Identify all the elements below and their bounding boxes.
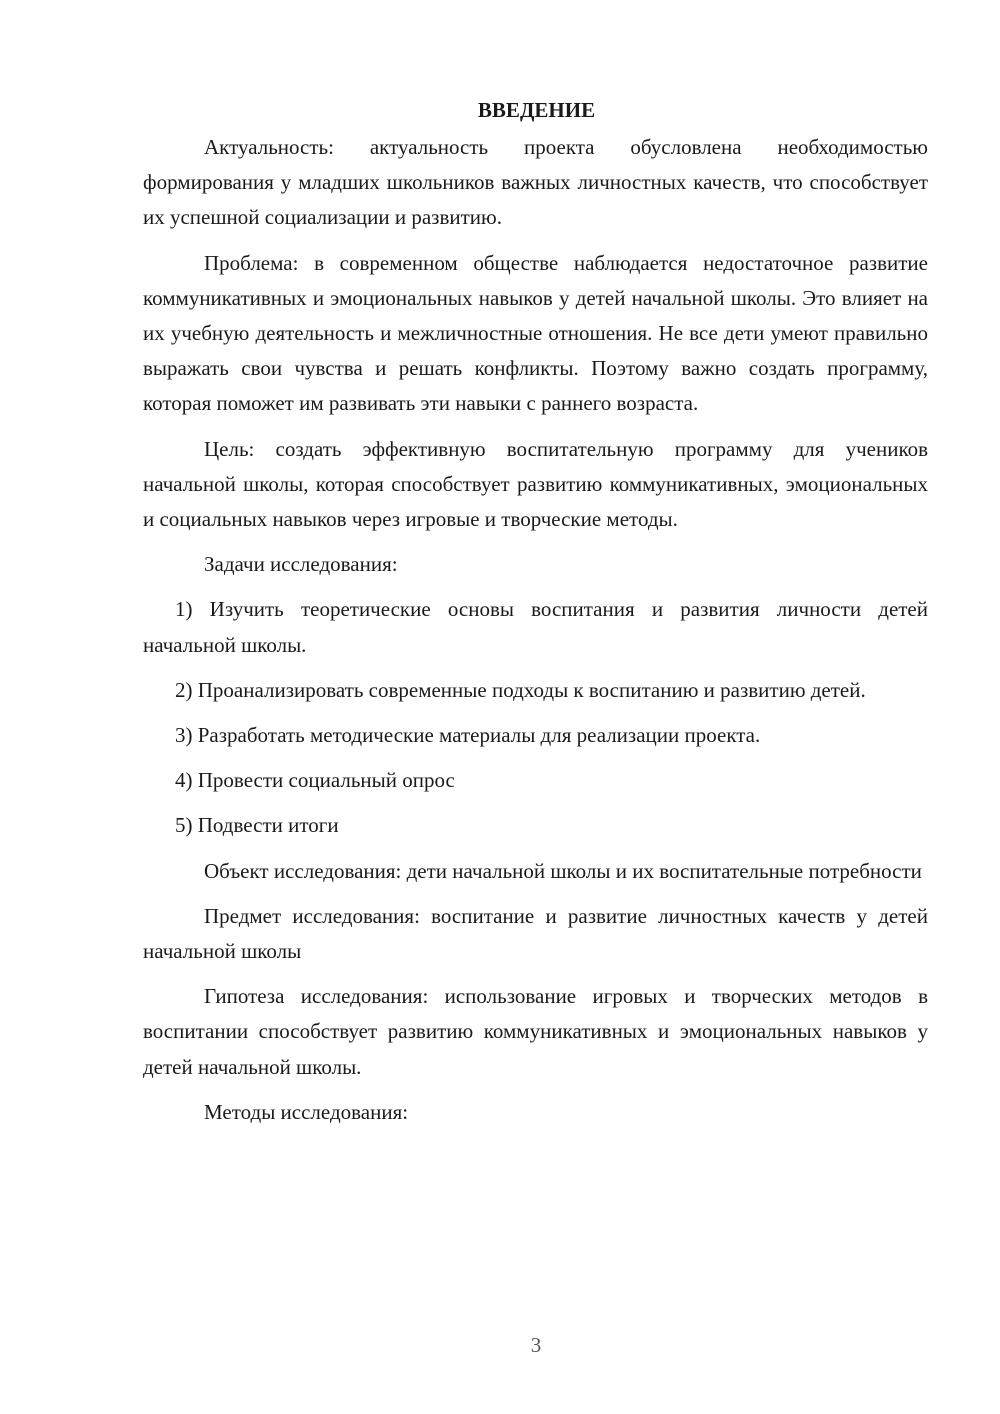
methods-title: Методы исследования: [204,1099,409,1124]
task-item-3: 3) Разработать методические материалы для реализации проекта. [175,723,761,748]
relevance-paragraph: Актуальность: актуальность проекта обусловлена необходимостью формирования у младших школьников важных личностных качеств, что способствует их успешной социализации и развитию. [143,135,928,230]
task-item-2: 2) Проанализировать современные подходы к воспитанию и развитию детей. [175,677,866,702]
object-paragraph: Объект исследования: дети начальной школы и их воспитательные потребности [204,858,922,883]
subject-paragraph: Предмет исследования: воспитание и развитие личностных качеств у детей начальной школы [143,903,928,964]
task-item-5: 5) Подвести итоги [175,813,339,838]
tasks-title: Задачи исследования: [204,552,398,577]
hypothesis-paragraph: Гипотеза исследования: использование игровых и творческих методов в воспитании способствует развитию коммуникативных и эмоциональных навыков у детей начальной школы. [143,984,928,1079]
document-page [143,96,928,1140]
goal-paragraph: Цель: создать эффективную воспитательную программу для учеников начальной школы, которая способствует развитию коммуникативных, эмоциональных и социальных навыков через игровые и творческие методы. [143,436,928,532]
section-heading: ВВЕДЕНИЕ [477,98,596,122]
page-number: 3 [530,1333,542,1357]
task-item-4: 4) Провести социальный опрос [175,768,455,793]
problem-paragraph: Проблема: в современном обществе наблюдается недостаточное развитие коммуникативных и эмоциональных навыков у детей начальной школы. Это влияет на их учебную деятельность и межличностные отношения. Не все дети умеют правильно выражать свои чувства и решать конфликты. Поэтому важно создать программу, которая поможет им развивать эти навыки с раннего возраста. [143,250,928,416]
task-item-1: 1) Изучить теоретические основы воспитания и развития личности детей начальной школы. [143,597,928,657]
